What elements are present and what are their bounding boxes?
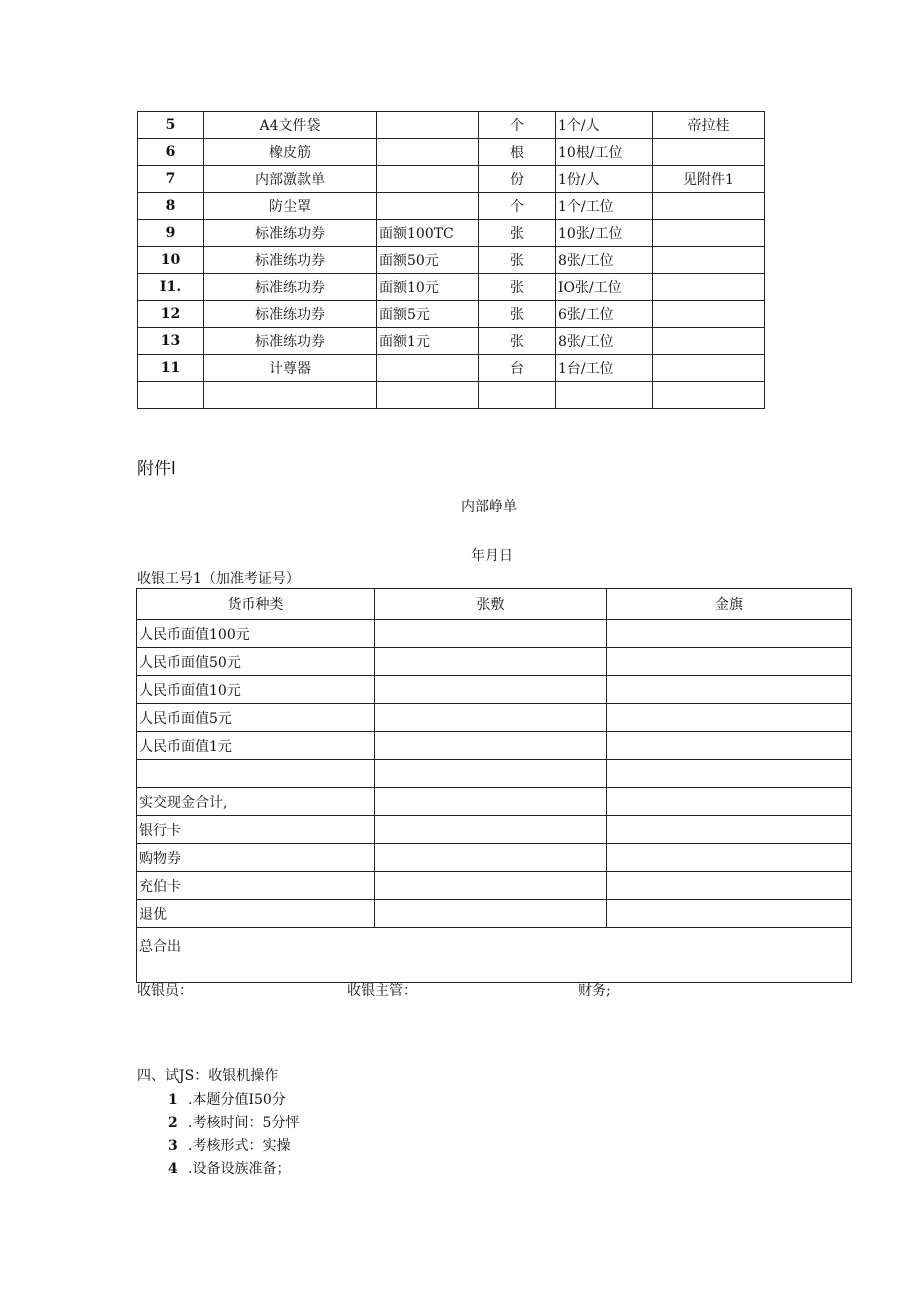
section4-heading: 四、试JS：收银机操作	[137, 1068, 279, 1084]
currency-type-cell: 实交现金合计,	[137, 788, 375, 816]
section4-item	[168, 1135, 290, 1155]
equipment-row	[138, 274, 765, 301]
equipment-row	[138, 220, 765, 247]
item-spec	[377, 193, 479, 220]
amount-cell	[607, 620, 852, 648]
currency-type-cell: 人民币面值5元	[137, 704, 375, 732]
item-number	[138, 382, 204, 409]
header-amount: 金旗	[607, 589, 852, 620]
equipment-row	[138, 139, 765, 166]
count-cell	[375, 620, 607, 648]
cash-form-row	[137, 732, 852, 760]
amount-cell	[607, 732, 852, 760]
section4-item-number: 4	[168, 1161, 178, 1177]
amount-cell	[607, 648, 852, 676]
section4-item	[168, 1089, 286, 1109]
count-cell	[375, 760, 607, 788]
item-number: 8	[138, 193, 204, 220]
cash-form-body	[137, 620, 852, 928]
equipment-row	[138, 166, 765, 193]
item-quantity: IO张/工位	[556, 274, 653, 301]
cash-form-row	[137, 844, 852, 872]
cash-form-row	[137, 676, 852, 704]
amount-cell	[607, 760, 852, 788]
item-quantity: 1台/工位	[556, 355, 653, 382]
item-unit: 张	[479, 274, 556, 301]
cash-form-row	[137, 760, 852, 788]
item-spec: 面额10元	[377, 274, 479, 301]
item-note	[653, 328, 765, 355]
item-name: 标准练功券	[204, 301, 377, 328]
cash-form-header-row	[137, 589, 852, 620]
equipment-row	[138, 301, 765, 328]
date-line: 年月日	[471, 548, 513, 564]
count-cell	[375, 676, 607, 704]
currency-type-cell: 人民币面值10元	[137, 676, 375, 704]
total-row	[137, 928, 852, 983]
appendix-label: 附件l	[137, 459, 176, 479]
cash-form-row	[137, 704, 852, 732]
item-name: 标准练功券	[204, 274, 377, 301]
item-unit: 台	[479, 355, 556, 382]
item-note	[653, 193, 765, 220]
count-cell	[375, 704, 607, 732]
item-quantity: 1份/人	[556, 166, 653, 193]
cash-form-table	[136, 588, 852, 983]
item-spec: 面额50元	[377, 247, 479, 274]
equipment-row	[138, 112, 765, 139]
item-unit: 根	[479, 139, 556, 166]
count-cell	[375, 900, 607, 928]
item-name: A4文件袋	[204, 112, 377, 139]
item-name	[204, 382, 377, 409]
count-cell	[375, 788, 607, 816]
cash-form-row	[137, 872, 852, 900]
item-unit: 张	[479, 247, 556, 274]
item-note: 见附件1	[653, 166, 765, 193]
section4-item-text: .考核时间：5分怦	[188, 1115, 300, 1131]
item-note	[653, 247, 765, 274]
item-quantity	[556, 382, 653, 409]
item-quantity: 10根/工位	[556, 139, 653, 166]
cash-form-row	[137, 816, 852, 844]
equipment-row	[138, 355, 765, 382]
item-unit: 个	[479, 193, 556, 220]
item-number: I1.	[138, 274, 204, 301]
item-name: 内部激款单	[204, 166, 377, 193]
item-note	[653, 301, 765, 328]
amount-cell	[607, 788, 852, 816]
currency-type-cell: 购物券	[137, 844, 375, 872]
equipment-table	[137, 111, 765, 409]
equipment-row	[138, 328, 765, 355]
section4-item-text: .设备设族准备；	[188, 1161, 291, 1177]
item-spec	[377, 355, 479, 382]
item-unit: 份	[479, 166, 556, 193]
equipment-row	[138, 193, 765, 220]
amount-cell	[607, 844, 852, 872]
count-cell	[375, 648, 607, 676]
item-unit: 张	[479, 301, 556, 328]
item-quantity: 8张/工位	[556, 247, 653, 274]
section4-item-text: .考核形式：实操	[188, 1138, 291, 1154]
amount-cell	[607, 872, 852, 900]
cash-form-row	[137, 788, 852, 816]
item-number: 6	[138, 139, 204, 166]
item-unit: 张	[479, 328, 556, 355]
item-name: 标准练功券	[204, 328, 377, 355]
item-name: 标准练功券	[204, 220, 377, 247]
item-number: 9	[138, 220, 204, 247]
section4-item-number: 2	[168, 1115, 178, 1131]
count-cell	[375, 844, 607, 872]
item-note	[653, 355, 765, 382]
amount-cell	[607, 900, 852, 928]
item-unit	[479, 382, 556, 409]
item-quantity: 8张/工位	[556, 328, 653, 355]
total-label: 总合出	[137, 928, 852, 983]
currency-type-cell	[137, 760, 375, 788]
item-name: 橡皮筋	[204, 139, 377, 166]
item-number: 13	[138, 328, 204, 355]
item-spec	[377, 166, 479, 193]
equipment-table-body	[138, 112, 765, 409]
item-spec: 面额1元	[377, 328, 479, 355]
item-name: 标准练功券	[204, 247, 377, 274]
item-number: 11	[138, 355, 204, 382]
section4-item	[168, 1158, 290, 1178]
equipment-row	[138, 247, 765, 274]
item-number: 10	[138, 247, 204, 274]
count-cell	[375, 816, 607, 844]
item-number: 7	[138, 166, 204, 193]
count-cell	[375, 872, 607, 900]
cash-form-row	[137, 620, 852, 648]
header-count: 张敷	[375, 589, 607, 620]
item-spec	[377, 112, 479, 139]
item-unit: 个	[479, 112, 556, 139]
item-note	[653, 382, 765, 409]
amount-cell	[607, 676, 852, 704]
item-quantity: 10张/工位	[556, 220, 653, 247]
item-note	[653, 274, 765, 301]
cashier-id-line: 收银工号1（加准考证号）	[137, 571, 300, 587]
form-title: 内部峥单	[461, 499, 517, 515]
currency-type-cell: 人民币面值1元	[137, 732, 375, 760]
item-spec: 面额5元	[377, 301, 479, 328]
cash-form-row	[137, 648, 852, 676]
item-note: 帝拉桂	[653, 112, 765, 139]
item-name: 防尘罩	[204, 193, 377, 220]
amount-cell	[607, 704, 852, 732]
item-unit: 张	[479, 220, 556, 247]
signature-finance: 财务;	[578, 983, 611, 999]
header-currency-type: 货币种类	[137, 589, 375, 620]
item-spec: 面额100TC	[377, 220, 479, 247]
signature-cashier: 收银员：	[137, 983, 193, 999]
item-note	[653, 220, 765, 247]
item-name: 计尊器	[204, 355, 377, 382]
count-cell	[375, 732, 607, 760]
item-note	[653, 139, 765, 166]
cash-form-row	[137, 900, 852, 928]
currency-type-cell: 银行卡	[137, 816, 375, 844]
amount-cell	[607, 816, 852, 844]
equipment-row	[138, 382, 765, 409]
section4-item-number: 1	[168, 1092, 178, 1108]
item-spec	[377, 139, 479, 166]
currency-type-cell: 人民币面值50元	[137, 648, 375, 676]
section4-item	[168, 1112, 299, 1132]
item-quantity: 6张/工位	[556, 301, 653, 328]
currency-type-cell: 充伯卡	[137, 872, 375, 900]
signature-supervisor: 收银主管：	[347, 983, 417, 999]
section4-item-text: .本题分值I50分	[188, 1092, 286, 1108]
currency-type-cell: 退优	[137, 900, 375, 928]
item-quantity: 1个/人	[556, 112, 653, 139]
item-number: 5	[138, 112, 204, 139]
currency-type-cell: 人民币面值100元	[137, 620, 375, 648]
item-quantity: 1个/工位	[556, 193, 653, 220]
item-spec	[377, 382, 479, 409]
section4-item-number: 3	[168, 1138, 178, 1154]
item-number: 12	[138, 301, 204, 328]
